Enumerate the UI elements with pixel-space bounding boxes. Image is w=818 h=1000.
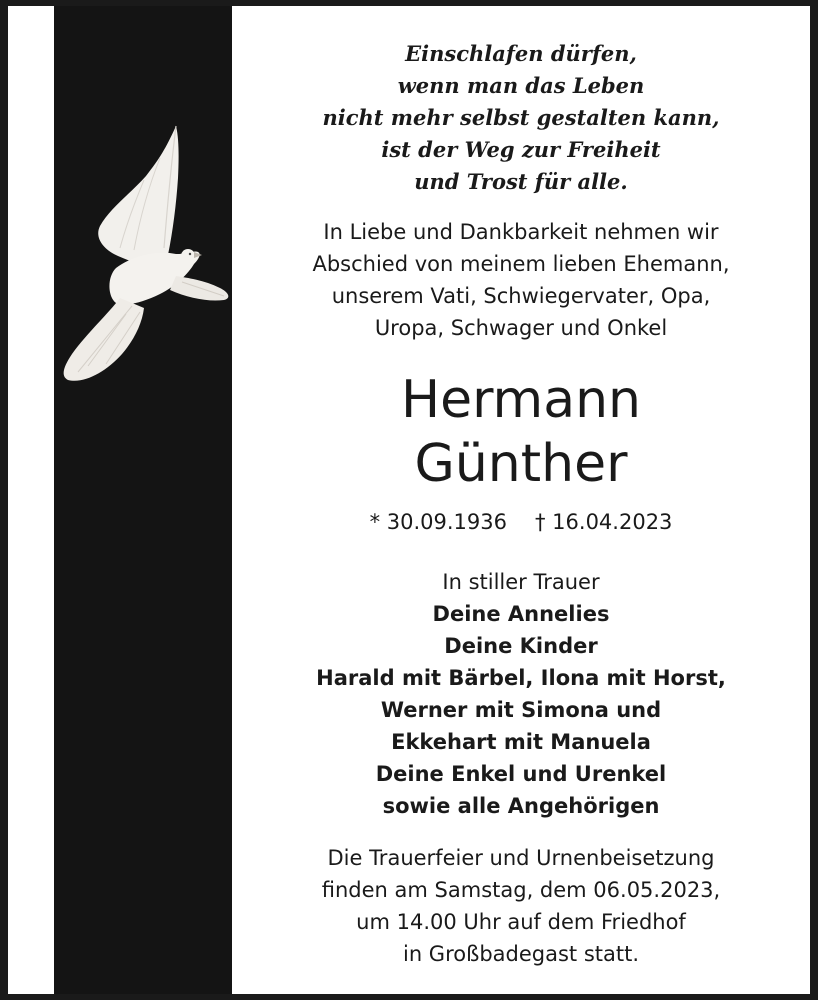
life-dates	[232, 506, 810, 538]
service-line: Die Trauerfeier und Urnenbeisetzung	[327, 846, 715, 870]
poem-line: wenn man das Leben	[397, 73, 645, 98]
poem-line: Einschlafen dürfen,	[405, 41, 637, 66]
service-line: um 14.00 Uhr auf dem Friedhof	[356, 910, 686, 934]
service-line: in Großbadegast statt.	[402, 942, 640, 966]
intro-line: unserem Vati, Schwiegervater, Opa,	[331, 284, 711, 308]
intro-text	[232, 216, 810, 344]
mourner-line: Werner mit Simona und	[380, 698, 662, 722]
poem	[232, 38, 810, 198]
first-name: Hermann	[401, 370, 641, 430]
last-name: Günther	[414, 434, 628, 494]
service-line: finden am Samstag, dem 06.05.2023,	[321, 878, 721, 902]
mourner-line: Harald mit Bärbel, Ilona mit Horst,	[316, 666, 726, 690]
mourner-line: Deine Annelies	[432, 602, 610, 626]
poem-line: und Trost für alle.	[414, 169, 628, 194]
dove-icon	[48, 118, 238, 388]
obituary-content	[232, 6, 810, 994]
intro-line: In Liebe und Dankbarkeit nehmen wir	[323, 220, 719, 244]
mourners-heading: In stiller Trauer	[442, 570, 600, 594]
deceased-name	[232, 368, 810, 496]
mourner-line: Deine Kinder	[444, 634, 598, 658]
birth-date: * 30.09.1936	[369, 510, 507, 534]
poem-line: ist der Weg zur Freiheit	[381, 137, 661, 162]
poem-line: nicht mehr selbst gestalten kann,	[322, 105, 720, 130]
mourner-line: Ekkehart mit Manuela	[391, 730, 651, 754]
intro-line: Abschied von meinem lieben Ehemann,	[312, 252, 730, 276]
death-date: † 16.04.2023	[535, 510, 673, 534]
mourners	[232, 566, 810, 822]
mourner-line: Deine Enkel und Urenkel	[375, 762, 667, 786]
intro-line: Uropa, Schwager und Onkel	[374, 316, 668, 340]
mourner-line: sowie alle Angehörigen	[382, 794, 660, 818]
service-info	[232, 842, 810, 970]
